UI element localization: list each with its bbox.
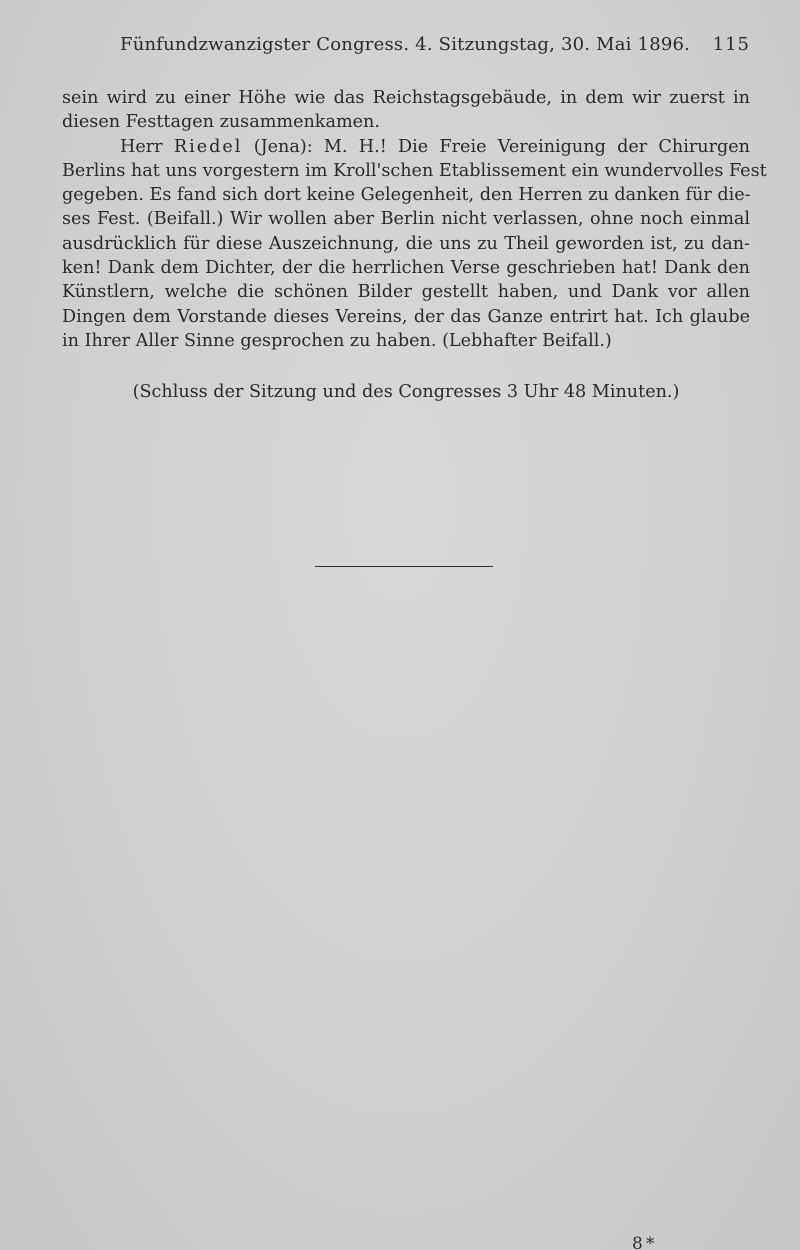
text-line: Künstlern, welche die schönen Bilder gestellt haben, und Dank vor allen	[62, 282, 750, 303]
header-title: Fünfundzwanzigster Congress. 4. Sitzungstag, 30. Mai 1896.	[120, 34, 691, 55]
session-closing-note: (Schluss der Sitzung und des Congresses 3 Uhr 48 Minuten.)	[132, 382, 680, 402]
text-line-speaker	[62, 135, 750, 159]
speaker-line-rest: (Jena): M. H.! Die Freie Vereinigung der Chirurgen	[253, 136, 751, 157]
speaker-prefix: Herr	[120, 136, 163, 157]
text-line: sein wird zu einer Höhe wie das Reichstagsgebäude, in dem wir zuerst in	[62, 88, 750, 108]
text-line: ken! Dank dem Dichter, der die herrlichen Verse geschrieben hat! Dank den	[62, 258, 750, 279]
section-divider-rule	[315, 566, 493, 567]
signature-mark: 8*	[632, 1234, 658, 1250]
page-number: 115	[712, 34, 750, 55]
text-line: Berlins hat uns vorgestern im Kroll'schen Etablissement ein wundervolles Fest	[62, 160, 767, 181]
text-line: diesen Festtagen zusammenkamen.	[62, 112, 380, 133]
text-line: gegeben. Es fand sich dort keine Gelegenheit, den Herren zu danken für die-	[62, 185, 751, 206]
text-line: ses Fest. (Beifall.) Wir wollen aber Berlin nicht verlassen, ohne noch einmal	[62, 209, 750, 230]
text-line: in Ihrer Aller Sinne gesprochen zu haben. (Lebhafter Beifall.)	[62, 330, 612, 351]
text-line: Dingen dem Vorstande dieses Vereins, der das Ganze entrirt hat. Ich glaube	[62, 306, 750, 327]
text-line: ausdrücklich für diese Auszeichnung, die uns zu Theil geworden ist, zu dan-	[62, 233, 750, 254]
body-text	[62, 86, 767, 353]
speaker-name: Riedel	[173, 136, 243, 157]
